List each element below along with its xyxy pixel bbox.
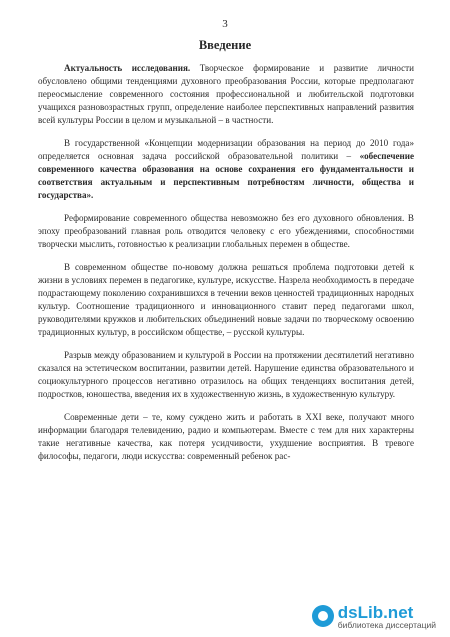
- paragraph-modern-children: Современные дети – те, кому суждено жить и работать в XXI веке, получают много информации благодаря телевидению, радио и компьютерам. Вместе с тем для них характерны такие негативные качества, как потеря усидчивости, ухудшение восприятия. В тревоге философы, педагоги, люди искусства: современный ребенок рас-: [38, 412, 414, 461]
- paragraph-gap: Разрыв между образованием и культурой в России на протяжении десятилетий негативно сказался на эстетическом воспитании, развитии детей. Нарушение единства образовательного и социокультурного процессов негативно отразилось на общих тенденциях воспитания детей, подростков, юношества, введения их в художественную жизнь, в художественную культуру.: [38, 350, 414, 399]
- concept-quote: «обеспечение современного качества образования на основе сохранения его фундаментальности и соответствия актуальным и перспективным потребностям личности, общества и государства».: [38, 151, 414, 200]
- paragraph-relevance: [38, 62, 414, 127]
- relevance-text: Творческое формирование и развитие личности обусловлено общими тенденциями духовного преобразования России, которые предполагают переосмысление современного состояния профессиональной и любительской подготовки учащихся разновозрастных групп, определение наиболее перспективных направлений развития всей культуры России в целом и музыкальной – в частности.: [38, 63, 414, 125]
- paragraph-concept: [38, 137, 414, 202]
- badge-tagline: библиотека диссертаций: [337, 619, 436, 630]
- page-number: 3: [222, 18, 228, 30]
- relevance-heading: Актуальность исследования.: [64, 63, 191, 73]
- badge-brand: dsLib.net: [337, 602, 414, 622]
- paragraph-modern-society: В современном обществе по-новому должна решаться проблема подготовки детей к жизни в условиях перемен в педагогике, культуре, искусстве. Назрела необходимость в передаче подрастающему поколению сохранившихся в течении веков ценностей традиционных народных культур. Соотношение традиционного и инновационного ставит перед педагогами школ, руководителями кружков и любительских объединений новые задачи по творческому освоению традиционных культур, в российском обществе, – русской культуры.: [38, 262, 414, 337]
- dslib-badge[interactable]: [308, 602, 440, 632]
- dslib-logo-icon: [312, 605, 334, 627]
- document-body: [38, 62, 414, 473]
- paragraph-reform: Реформирование современного общества невозможно без его духовного обновления. В эпоху преобразований главная роль отводится человеку с его убеждениями, способностями творчески мыслить, готовностью к реализации глобальных перемен в обществе.: [38, 213, 414, 249]
- concept-lead: В государственной «Концепции модернизации образования на период до 2010 года» определяется основная задача российской образовательной политики –: [38, 138, 414, 161]
- document-title: Введение: [198, 38, 252, 52]
